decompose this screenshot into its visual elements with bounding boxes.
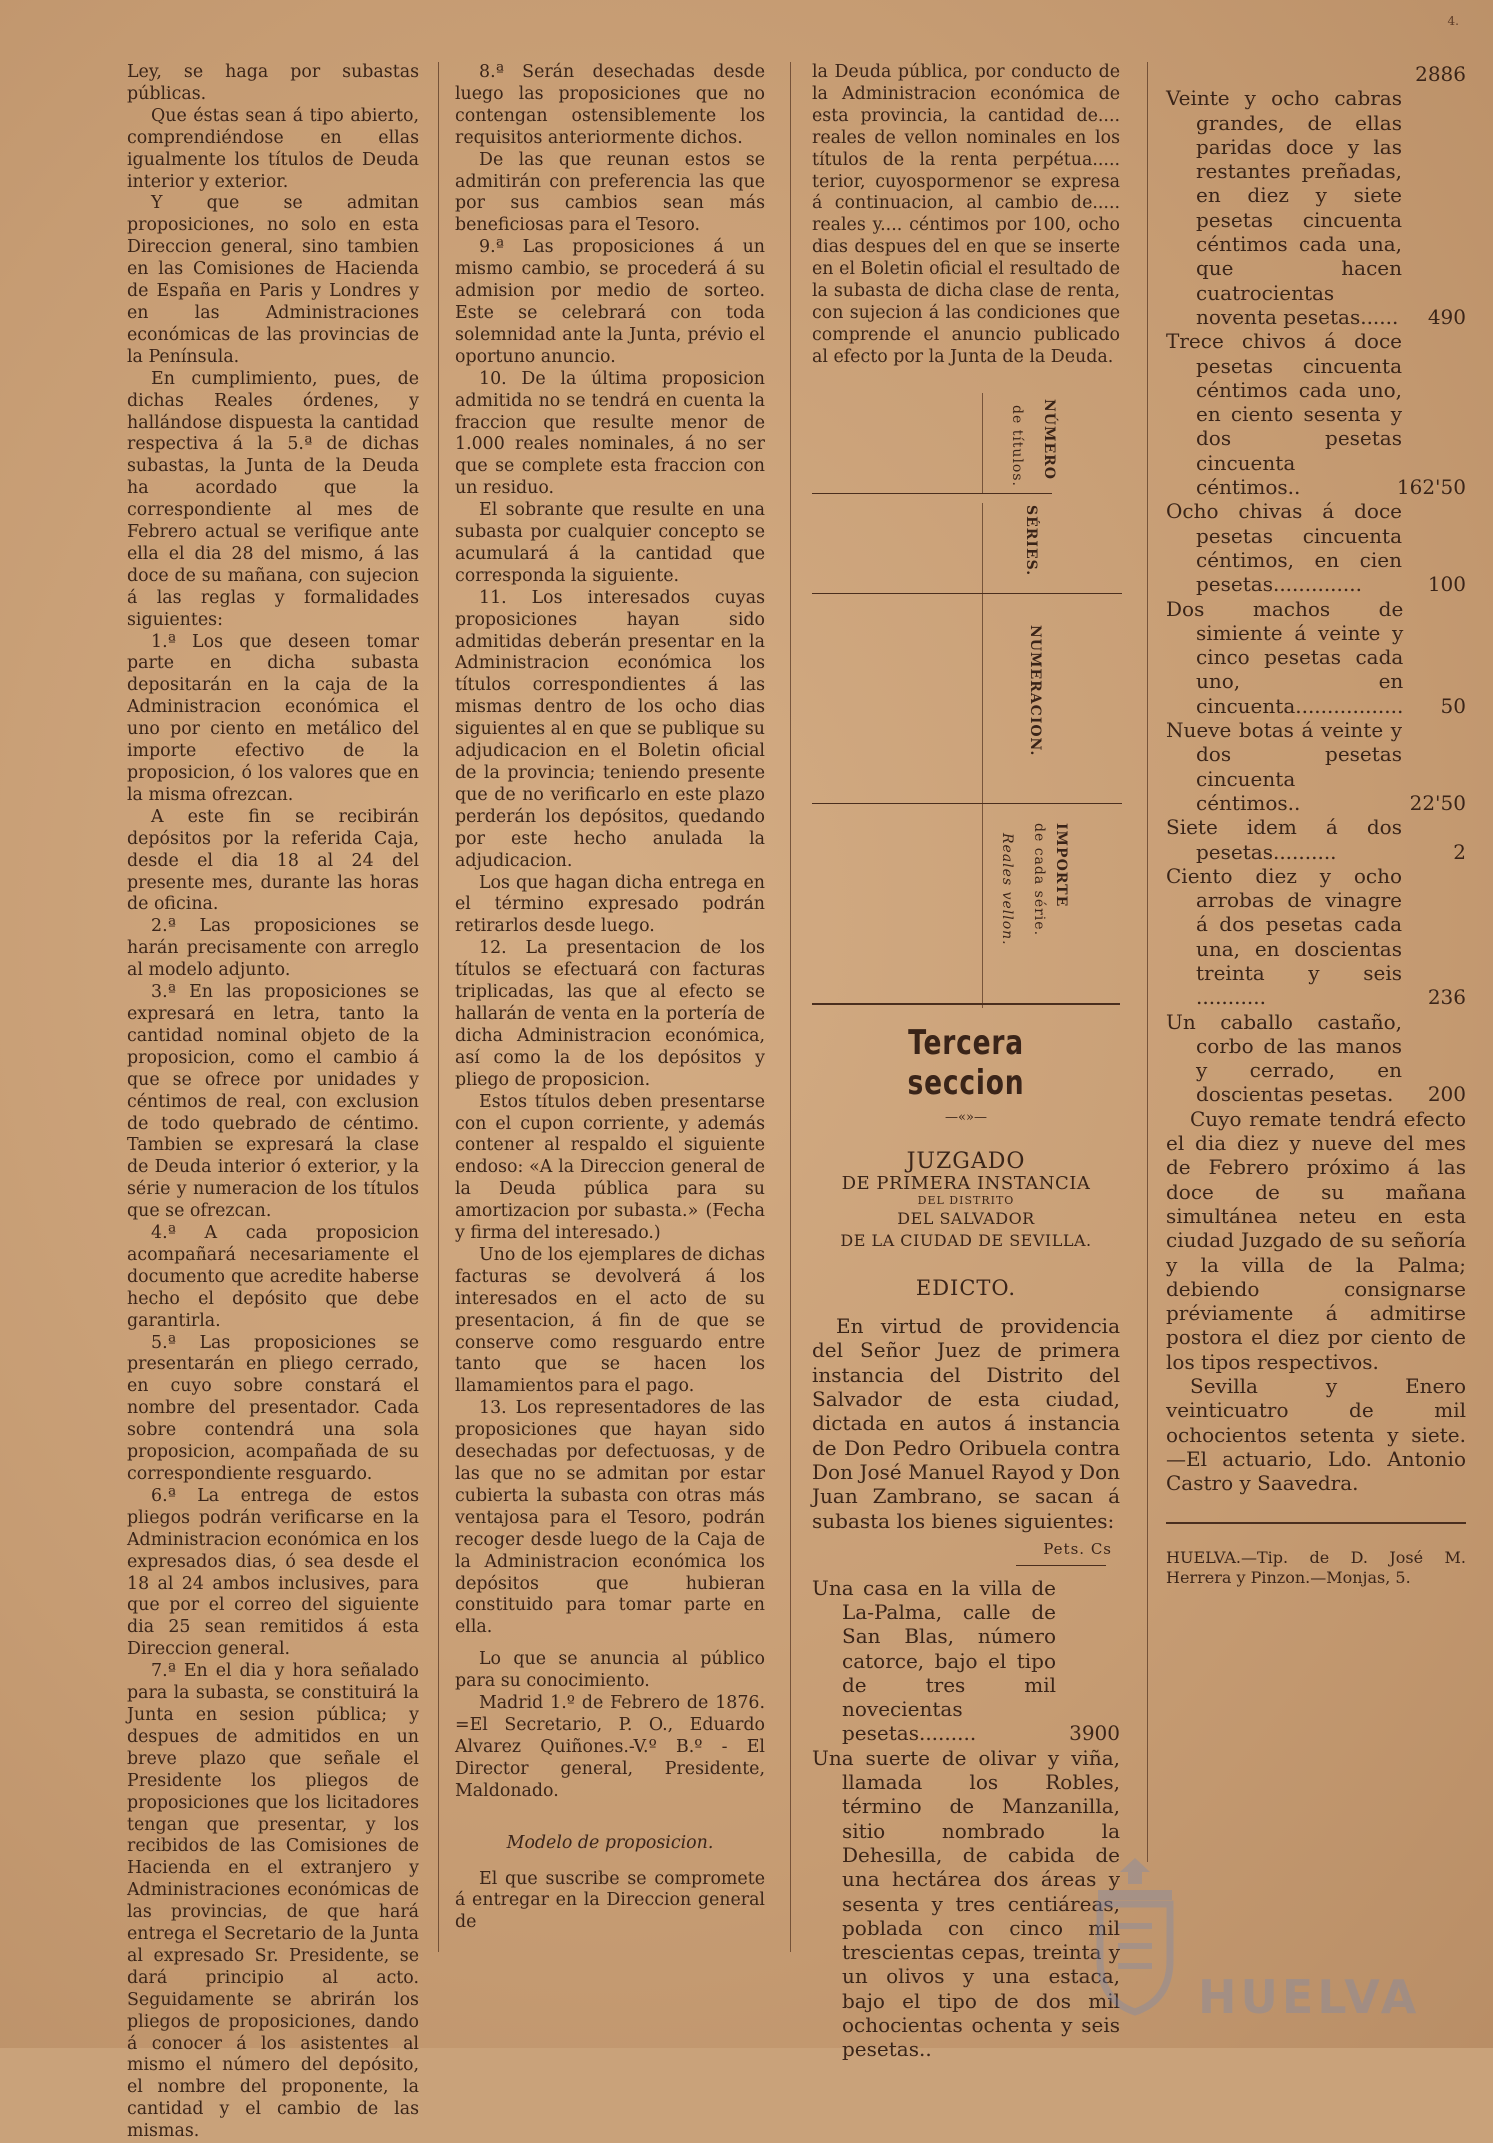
item-amount: 162'50 [1396, 475, 1466, 500]
item-text: Dos machos de simiente á veinte y cinco pesetas cada uno, en cincuenta................. [1166, 596, 1404, 718]
column-rule [1147, 62, 1148, 1862]
paragraph: Estos títulos deben presentarse con el cupon corriente, y además contener al respaldo el siguiente endoso: «A la Direccion general de la Deuda pública para su amortizacion por subasta.» (Fecha y firma del interesado.) [455, 1091, 765, 1244]
footer-rule [1166, 1522, 1466, 1524]
paragraph: El que suscribe se compromete á entregar en la Direccion general de [455, 1868, 765, 1933]
table-rule [812, 593, 1122, 594]
paragraph: Lo que se anuncia al público para su conocimiento. [455, 1649, 765, 1692]
paragraph: 2.ª Las proposiciones se harán precisamente con arreglo al modelo adjunto. [127, 916, 419, 981]
paragraph: 12. La presentacion de los títulos se efectuará con facturas triplicadas, las que al efecto se hallarán de venta en la portería de dicha Administracion económica, así como la de los depósitos y pliego de proposicion. [455, 938, 765, 1090]
paragraph: 5.ª Las proposiciones se presentarán en pliego cerrado, en cuyo sobre constará el nombre del presentador. Cada sobre contendrá una sola proposicion, acompañada de su correspondiente resguardo. [127, 1332, 419, 1484]
paragraph: 6.ª La entrega de estos pliegos podrán verificarse en la Administracion económica en los expresados dias, ó sea desde el 18 al 24 ambos inclusives, para que por el correo del siguiente dia 25 sean remitidos á esta Direccion general. [127, 1485, 419, 1660]
item-amount: 3900 [1069, 1721, 1120, 1746]
edict-title: EDICTO. [915, 1276, 1017, 1301]
list-item [1166, 597, 1466, 718]
section-title: Tercera seccion [907, 1022, 1025, 1103]
printer-imprint: HUELVA.—Tip. de D. José M. Herrera y Pinzon.—Monjas, 5. [1166, 1547, 1466, 1587]
list-item [1166, 499, 1466, 596]
table-rule [812, 803, 1122, 804]
court-city: DE LA CIUDAD DE SEVILLA. [840, 1231, 1092, 1251]
ornament: —«»— [945, 1109, 987, 1125]
list-item [812, 1746, 1120, 2062]
table-rule [982, 503, 983, 1008]
list-item [812, 1576, 1120, 1746]
paragraph: Que éstas sean á tipo abierto, comprendiéndose en ellas igualmente los títulos de Deuda interior y exterior. [127, 105, 419, 192]
list-item-continuation [1166, 62, 1466, 86]
paragraph: 13. Los representadores de las proposiciones que hayan sido desechadas por defectuosas, y de las que no se admitan por estar cubierta la subasta con otras más ventajosa para el Tesoro, podrán recoger desde luego de la Caja de la Administracion económica los depósitos que hubieran constituido para tomar parte en ella. [455, 1398, 765, 1638]
paragraph: 9.ª Las proposiciones á un mismo cambio, se procederá á su admision por medio de sorteo. Este se celebrará con toda solemnidad ante la Junta, prévio el oportuno anuncio. [455, 237, 765, 367]
list-item [1166, 329, 1466, 499]
item-text: Trece chivos á doce pesetas cincuenta céntimos cada uno, en ciento sesenta y dos pesetas cincuenta céntimos.. [1166, 329, 1402, 500]
column-1 [127, 62, 419, 2143]
item-amount: 200 [1427, 1082, 1466, 1107]
court-district: DEL SALVADOR [897, 1209, 1035, 1229]
paragraph: Madrid 1.º de Febrero de 1876. =El Secretario, P. O., Eduardo Alvarez Quiñones.-V.º B.º - El Director general, Presidente, Maldonado. [455, 1693, 765, 1801]
item-text: Ciento diez y ocho arrobas de vinagre á dos pesetas cada una, en doscientas treinta y seis ........... [1166, 863, 1402, 1010]
court-title: JUZGADO [906, 1148, 1026, 1174]
column-4 [1166, 62, 1466, 1588]
paragraph: De las que reunan estos se admitirán con preferencia las que por sus cambios sean más beneficiosas para el Tesoro. [455, 149, 765, 236]
paragraph: 8.ª Serán desechadas desde luego las proposiciones que no contengan ostensiblemente los requisitos anteriormente dichos. [455, 62, 765, 148]
pts-header: Pets. Cs [1043, 1539, 1112, 1558]
signature: Sevilla y Enero veinticuatro de mil ochocientos setenta y siete.—El actuario, Ldo. Antonio Castro y Saavedra. [1166, 1374, 1466, 1496]
table-header-importe-unit: Reales vellon. [999, 832, 1015, 946]
column-rule [438, 62, 439, 1952]
item-text: Un caballo castaño, corbo de las manos y cerrado, en doscientas pesetas. [1166, 1009, 1402, 1107]
closing-paragraph: Cuyo remate tendrá efecto el dia diez y nueve del mes de Febrero próximo á las doce de su mañana simultánea neteu en esta ciudad Juzgado de su señoría y la villa de la Palma; debiendo consignarse préviamente á admitirse postora el diez por ciento de los tipos respectivos. [1166, 1106, 1466, 1374]
page-number: 4. [1447, 14, 1459, 28]
item-continuation-text [1196, 62, 1402, 86]
watermark-text: HUELVA [1198, 1970, 1421, 2024]
paragraph: la Deuda pública, por conducto de la Administracion económica de esta provincia, la cantidad de.... reales de vellon nominales en los títulos de la renta perpétua..... terior, cuyospormenor se expresa á continuacion, al cambio de..... reales y.... céntimos por 100, ocho dias despues del en que se inserte en el Boletin oficial el resultado de la subasta de dicha clase de renta, con sujecion á las condiciones que comprende el anuncio publicado al efecto por la Junta de la Deuda. [812, 62, 1120, 367]
edict-text: En virtud de providencia del Señor Juez de primera instancia del Distrito del Salvador de esta ciudad, dictada en autos á instancia de Don Pedro Oribuela contra Don José Manuel Rayod y Don Juan Zambrano, se sacan á subasta los bienes siguientes: [812, 1314, 1120, 1533]
archive-watermark [1080, 1850, 1460, 2030]
paragraph: Y que se admitan proposiciones, no solo en esta Direccion general, sino tambien en las Comisiones de Hacienda de España en Paris y Londres y en las Administraciones económicas de las provincias de la Península. [127, 193, 419, 367]
column-2 [455, 62, 765, 1934]
paragraph: 4.ª A cada proposicion acompañará necesariamente el documento que acredite haberse hecho el depósito que debe garantirla. [127, 1223, 419, 1331]
item-amount: 50 [1440, 693, 1466, 718]
paragraph: El sobrante que resulte en una subasta por cualquier concepto se acumulará á la cantidad que corresponda la siguiente. [455, 500, 765, 586]
paragraph: Uno de los ejemplares de dichas facturas se devolverá á los interesados en el acto de su presentacion, á fin de que se conserve como resguardo entre tanto que se hacen los llamamientos para el pago. [455, 1244, 765, 1397]
item-text: Veinte y ocho cabras grandes, de ellas paridas doce y las restantes preñadas, en diez y siete pesetas cincuenta céntimos cada una, que hacen cuatrocientas noventa pesetas...... [1166, 86, 1402, 329]
paragraph: En cumplimiento, pues, de dichas Reales órdenes, y hallándose dispuesta la cantidad respectiva á la 5.ª de dichas subastas, la Junta de la Deuda ha acordado que la correspondiente al mes de Febrero actual se verifique ante ella el dia 28 del mismo, á las doce de su mañana, con sujecion á las reglas y formalidades siguientes: [127, 368, 419, 630]
list-item [1166, 864, 1466, 1010]
list-item [1166, 718, 1466, 815]
item-amount: 2 [1453, 839, 1466, 864]
paragraph: 7.ª En el dia y hora señalado para la subasta, se constituirá la Junta en sesion pública; y despues de admitidos en un breve plazo que señale el Presidente los pliegos de proposiciones que los licitadores tengan que presentar, y los recibidos de las Comisiones de Hacienda en el extranjero y Administraciones económicas de las provincias, de que hará entrega el Secretario de la Junta al expresado Sr. Presidente, se dará principio al acto. Seguidamente se abrirán los pliegos de proposiciones, dando á conocer á los asistentes al mismo el número del depósito, el nombre del proponente, la cantidad y el cambio de las mismas. [127, 1661, 419, 2142]
court-subtitle: DE PRIMERA INSTANCIA [841, 1172, 1091, 1194]
paragraph: Los que hagan dicha entrega en el término expresado podrán retirarlos desde luego. [455, 872, 765, 937]
model-title: Modelo de proposicion. [506, 1832, 714, 1853]
item-amount: 100 [1427, 572, 1466, 597]
column-3 [812, 62, 1120, 2062]
table-header-importe: IMPORTE [1053, 822, 1069, 907]
paragraph: 1.ª Los que deseen tomar parte en dicha subasta depositarán en la caja de la Administracion económica el uno por ciento en metálico del importe efectivo de la proposicion, ó los valores que en la misma ofrezcan. [127, 631, 419, 805]
item-amount: 2886 [1415, 62, 1466, 86]
column-rule [790, 62, 791, 1952]
paragraph: 3.ª En las proposiciones se expresará en letra, tanto la cantidad nominal objeto de la proposicion, como el cambio á que se ofrece por unidades y céntimos de real, con exclusion de todo quebrado de céntimo. Tambien se expresará la clase de Deuda interior ó exterior, y la série y numeracion de los títulos que se ofrezcan. [127, 982, 419, 1222]
table-header-numero: NÚMERO [1041, 398, 1057, 480]
paragraph: 10. De la última proposicion admitida no se tendrá en cuenta la fraccion que resulte menor de 1.000 reales nominales, á no ser que se complete esta fraccion con un residuo. [455, 368, 765, 499]
coat-of-arms-icon [1080, 1850, 1190, 2020]
item-text: Nueve botas á veinte y dos pesetas cincuenta céntimos.. [1166, 718, 1402, 815]
item-text: Una suerte de olivar y viña, llamada los Robles, término de Manzanilla, sitio nombrado la Dehesilla, de cabida de una hectárea dos áreas y sesenta y tres centiáreas, poblada con cinco mil trescientas cepas, treinta y un olivos y una estaca, bajo el tipo de dos mil ochocientas ochenta y seis pesetas.. [812, 1745, 1120, 2062]
item-amount: 236 [1427, 985, 1466, 1010]
list-item [1166, 86, 1466, 329]
paragraph: A este fin se recibirán depósitos por la referida Caja, desde el dia 18 al 24 del presente mes, durante las horas de oficina. [127, 806, 419, 915]
table-rule [982, 393, 983, 493]
list-item [1166, 1010, 1466, 1107]
item-text: Una casa en la villa de La-Palma, calle de San Blas, número catorce, bajo el tipo de tres mil novecientas pesetas......... [812, 1575, 1056, 1746]
list-item [1166, 815, 1466, 864]
item-amount: 490 [1427, 304, 1466, 329]
item-text: Ocho chivas á doce pesetas cincuenta céntimos, en cien pesetas.............. [1166, 499, 1402, 597]
table-header-importe-sub: de cada série. [1031, 822, 1047, 936]
paragraph: 11. Los interesados cuyas proposiciones hayan sido admitidas deberán presentar en la Administracion económica los títulos correspondientes á las mismas dentro de los ocho dias siguientes al en que se publique su adjudicacion en el Boletin oficial de la provincia; teniendo presente que de no verificarlo en este plazo perderán los depósitos, quedando por este hecho anulada la adjudicacion. [455, 587, 765, 871]
item-amount: 22'50 [1409, 790, 1466, 815]
section-rule [812, 1003, 1120, 1005]
table-header-series: SÉRIES. [1023, 504, 1039, 576]
table-header-numero-sub: de títulos. [1009, 404, 1025, 487]
pts-rule [1016, 1565, 1106, 1566]
table-rule [812, 493, 1052, 494]
proposal-table [812, 393, 1120, 993]
table-header-numeracion: NUMERACION. [1027, 624, 1043, 757]
item-text: Siete idem á dos pesetas.......... [1166, 815, 1402, 864]
court-district-label: DEL DISTRITO [917, 1194, 1015, 1208]
paragraph: Ley, se haga por subastas públicas. [127, 62, 419, 104]
